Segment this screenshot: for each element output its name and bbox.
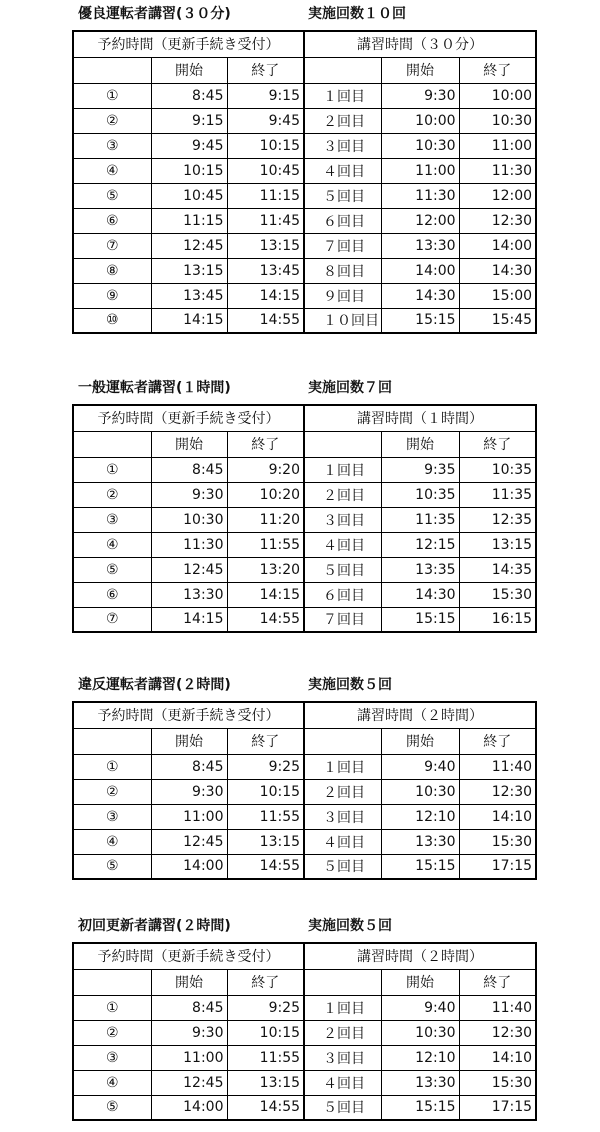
blank-cell xyxy=(73,57,151,83)
lecture-end: 17:15 xyxy=(459,1095,536,1120)
schedule-table xyxy=(72,404,537,633)
slot-number: ③ xyxy=(73,1045,151,1070)
session-label: １回目 xyxy=(304,457,381,482)
section-title: 違反運転者講習(２時間) xyxy=(78,677,231,693)
lecture-start: 13:30 xyxy=(381,1070,459,1095)
reserve-end: 14:55 xyxy=(227,308,304,333)
slot-number: ⑦ xyxy=(73,233,151,258)
lecture-end: 15:00 xyxy=(459,283,536,308)
slot-number: ② xyxy=(73,108,151,133)
lecture-start: 11:00 xyxy=(381,158,459,183)
session-label: ３回目 xyxy=(304,804,381,829)
slot-number: ③ xyxy=(73,507,151,532)
session-label: ４回目 xyxy=(304,532,381,557)
table-row xyxy=(73,183,536,208)
lecture-time-header: 講習時間（２時間） xyxy=(304,943,536,969)
session-label: ２回目 xyxy=(304,1020,381,1045)
slot-number: ⑥ xyxy=(73,208,151,233)
reserve-end: 14:15 xyxy=(227,283,304,308)
reserve-start: 11:30 xyxy=(151,532,227,557)
section-heading xyxy=(0,2,600,26)
slot-number: ② xyxy=(73,779,151,804)
session-label: １回目 xyxy=(304,754,381,779)
slot-number: ① xyxy=(73,83,151,108)
blank-cell xyxy=(73,728,151,754)
slot-number: ③ xyxy=(73,133,151,158)
reserve-end: 9:25 xyxy=(227,995,304,1020)
reserve-end: 14:55 xyxy=(227,854,304,879)
group-header-row xyxy=(73,943,536,969)
reserve-end: 9:15 xyxy=(227,83,304,108)
session-label: ５回目 xyxy=(304,183,381,208)
slot-number: ⑦ xyxy=(73,607,151,632)
section-title: 初回更新者講習(２時間) xyxy=(78,918,231,934)
lecture-end: 12:30 xyxy=(459,779,536,804)
blank-cell xyxy=(73,969,151,995)
reserve-start: 9:15 xyxy=(151,108,227,133)
reserve-start: 10:30 xyxy=(151,507,227,532)
reserve-end: 13:45 xyxy=(227,258,304,283)
reserve-start: 13:30 xyxy=(151,582,227,607)
lecture-start: 14:30 xyxy=(381,283,459,308)
slot-number: ① xyxy=(73,995,151,1020)
reserve-start: 13:15 xyxy=(151,258,227,283)
slot-number: ④ xyxy=(73,1070,151,1095)
lecture-end: 13:15 xyxy=(459,532,536,557)
lecture-start: 10:30 xyxy=(381,133,459,158)
session-label: ９回目 xyxy=(304,283,381,308)
section-title: 優良運転者講習(３０分) xyxy=(78,6,231,22)
reserve-start: 11:00 xyxy=(151,804,227,829)
table-row xyxy=(73,1095,536,1120)
lecture-start: 10:00 xyxy=(381,108,459,133)
lecture-time-header: 講習時間（２時間） xyxy=(304,702,536,728)
reserve-time-header: 予約時間（更新手続き受付） xyxy=(73,405,304,431)
lecture-end: 11:40 xyxy=(459,995,536,1020)
lecture-end: 10:30 xyxy=(459,108,536,133)
reserve-end: 11:55 xyxy=(227,532,304,557)
blank-cell xyxy=(304,728,381,754)
lecture-time-header: 講習時間（３０分） xyxy=(304,31,536,57)
reserve-start: 10:45 xyxy=(151,183,227,208)
lecture-end: 15:30 xyxy=(459,1070,536,1095)
session-count: 実施回数５回 xyxy=(308,918,392,934)
lecture-end: 12:00 xyxy=(459,183,536,208)
reserve-start: 14:15 xyxy=(151,607,227,632)
session-label: ３回目 xyxy=(304,507,381,532)
slot-number: ① xyxy=(73,457,151,482)
reserve-start: 14:00 xyxy=(151,854,227,879)
slot-number: ⑤ xyxy=(73,1095,151,1120)
session-label: ２回目 xyxy=(304,779,381,804)
reserve-end: 11:20 xyxy=(227,507,304,532)
table-row xyxy=(73,607,536,632)
lecture-end: 11:40 xyxy=(459,754,536,779)
group-header-row xyxy=(73,702,536,728)
table-row xyxy=(73,308,536,333)
lecture-start: 14:00 xyxy=(381,258,459,283)
lecture-start: 9:30 xyxy=(381,83,459,108)
lecture-end: 17:15 xyxy=(459,854,536,879)
lecture-end: 11:00 xyxy=(459,133,536,158)
reserve-start: 8:45 xyxy=(151,457,227,482)
table-row xyxy=(73,754,536,779)
reserve-end: 13:15 xyxy=(227,829,304,854)
slot-number: ② xyxy=(73,482,151,507)
lecture-start: 12:15 xyxy=(381,532,459,557)
end-header: 終了 xyxy=(227,728,304,754)
lecture-end: 15:45 xyxy=(459,308,536,333)
section-heading xyxy=(0,376,600,400)
end-header: 終了 xyxy=(227,57,304,83)
slot-number: ⑤ xyxy=(73,854,151,879)
session-label: ７回目 xyxy=(304,233,381,258)
lecture-end: 15:30 xyxy=(459,582,536,607)
reserve-start: 12:45 xyxy=(151,233,227,258)
end-header: 終了 xyxy=(459,57,536,83)
session-label: ２回目 xyxy=(304,482,381,507)
reserve-time-header: 予約時間（更新手続き受付） xyxy=(73,943,304,969)
lecture-start: 14:30 xyxy=(381,582,459,607)
reserve-start: 14:15 xyxy=(151,308,227,333)
session-count: 実施回数５回 xyxy=(308,677,392,693)
table-row xyxy=(73,233,536,258)
lecture-start: 13:30 xyxy=(381,233,459,258)
session-label: ３回目 xyxy=(304,1045,381,1070)
blank-cell xyxy=(304,57,381,83)
table-row xyxy=(73,507,536,532)
table-row xyxy=(73,582,536,607)
session-label: １０回目 xyxy=(304,308,381,333)
table-row xyxy=(73,1020,536,1045)
table-row xyxy=(73,804,536,829)
lecture-start: 10:35 xyxy=(381,482,459,507)
reserve-end: 9:25 xyxy=(227,754,304,779)
end-header: 終了 xyxy=(459,728,536,754)
reserve-start: 12:45 xyxy=(151,829,227,854)
reserve-end: 13:20 xyxy=(227,557,304,582)
lecture-start: 15:15 xyxy=(381,308,459,333)
lecture-end: 12:30 xyxy=(459,208,536,233)
slot-number: ⑥ xyxy=(73,582,151,607)
end-header: 終了 xyxy=(459,431,536,457)
schedule-table xyxy=(72,942,537,1121)
reserve-start: 8:45 xyxy=(151,995,227,1020)
lecture-end: 14:35 xyxy=(459,557,536,582)
reserve-start: 11:15 xyxy=(151,208,227,233)
end-header: 終了 xyxy=(459,969,536,995)
lecture-end: 14:00 xyxy=(459,233,536,258)
reserve-end: 10:15 xyxy=(227,133,304,158)
slot-number: ⑤ xyxy=(73,183,151,208)
reserve-end: 13:15 xyxy=(227,1070,304,1095)
reserve-start: 9:45 xyxy=(151,133,227,158)
session-label: １回目 xyxy=(304,83,381,108)
reserve-time-header: 予約時間（更新手続き受付） xyxy=(73,702,304,728)
session-label: ４回目 xyxy=(304,829,381,854)
lecture-start: 15:15 xyxy=(381,854,459,879)
reserve-end: 9:45 xyxy=(227,108,304,133)
lecture-end: 14:10 xyxy=(459,804,536,829)
slot-number: ⑧ xyxy=(73,258,151,283)
start-header: 開始 xyxy=(151,969,227,995)
reserve-end: 10:15 xyxy=(227,1020,304,1045)
slot-number: ③ xyxy=(73,804,151,829)
table-row xyxy=(73,854,536,879)
sub-header-row xyxy=(73,728,536,754)
table-row xyxy=(73,108,536,133)
reserve-end: 14:55 xyxy=(227,1095,304,1120)
table-row xyxy=(73,283,536,308)
section-heading xyxy=(0,914,600,938)
lecture-end: 15:30 xyxy=(459,829,536,854)
session-label: ３回目 xyxy=(304,133,381,158)
slot-number: ⑤ xyxy=(73,557,151,582)
sub-header-row xyxy=(73,969,536,995)
reserve-start: 8:45 xyxy=(151,83,227,108)
lecture-time-header: 講習時間（１時間） xyxy=(304,405,536,431)
lecture-start: 12:10 xyxy=(381,804,459,829)
reserve-end: 11:55 xyxy=(227,1045,304,1070)
reserve-end: 11:55 xyxy=(227,804,304,829)
table-row xyxy=(73,158,536,183)
slot-number: ④ xyxy=(73,158,151,183)
session-label: ６回目 xyxy=(304,582,381,607)
lecture-start: 9:35 xyxy=(381,457,459,482)
lecture-start: 15:15 xyxy=(381,1095,459,1120)
reserve-start: 13:45 xyxy=(151,283,227,308)
session-count: 実施回数１０回 xyxy=(308,6,406,22)
reserve-start: 12:45 xyxy=(151,1070,227,1095)
reserve-time-header: 予約時間（更新手続き受付） xyxy=(73,31,304,57)
lecture-start: 9:40 xyxy=(381,995,459,1020)
start-header: 開始 xyxy=(151,431,227,457)
section-heading xyxy=(0,673,600,697)
lecture-end: 16:15 xyxy=(459,607,536,632)
reserve-start: 10:15 xyxy=(151,158,227,183)
slot-number: ① xyxy=(73,754,151,779)
blank-cell xyxy=(304,969,381,995)
start-header: 開始 xyxy=(381,57,459,83)
lecture-end: 10:00 xyxy=(459,83,536,108)
reserve-end: 11:45 xyxy=(227,208,304,233)
start-header: 開始 xyxy=(381,728,459,754)
session-label: ８回目 xyxy=(304,258,381,283)
lecture-start: 9:40 xyxy=(381,754,459,779)
slot-number: ⑩ xyxy=(73,308,151,333)
lecture-start: 12:10 xyxy=(381,1045,459,1070)
start-header: 開始 xyxy=(381,431,459,457)
reserve-start: 14:00 xyxy=(151,1095,227,1120)
table-row xyxy=(73,1070,536,1095)
reserve-start: 9:30 xyxy=(151,779,227,804)
reserve-start: 8:45 xyxy=(151,754,227,779)
slot-number: ⑨ xyxy=(73,283,151,308)
start-header: 開始 xyxy=(151,728,227,754)
end-header: 終了 xyxy=(227,431,304,457)
slot-number: ④ xyxy=(73,532,151,557)
table-row xyxy=(73,83,536,108)
slot-number: ④ xyxy=(73,829,151,854)
session-label: ７回目 xyxy=(304,607,381,632)
session-label: ４回目 xyxy=(304,1070,381,1095)
table-row xyxy=(73,457,536,482)
group-header-row xyxy=(73,31,536,57)
session-label: １回目 xyxy=(304,995,381,1020)
lecture-end: 12:35 xyxy=(459,507,536,532)
lecture-end: 10:35 xyxy=(459,457,536,482)
session-label: ２回目 xyxy=(304,108,381,133)
session-label: ５回目 xyxy=(304,1095,381,1120)
table-row xyxy=(73,779,536,804)
section-title: 一般運転者講習(１時間) xyxy=(78,380,231,396)
table-row xyxy=(73,208,536,233)
lecture-start: 12:00 xyxy=(381,208,459,233)
reserve-end: 10:45 xyxy=(227,158,304,183)
lecture-end: 14:10 xyxy=(459,1045,536,1070)
table-row xyxy=(73,1045,536,1070)
reserve-end: 14:55 xyxy=(227,607,304,632)
table-row xyxy=(73,829,536,854)
reserve-end: 9:20 xyxy=(227,457,304,482)
lecture-start: 15:15 xyxy=(381,607,459,632)
reserve-end: 13:15 xyxy=(227,233,304,258)
table-row xyxy=(73,258,536,283)
reserve-end: 11:15 xyxy=(227,183,304,208)
end-header: 終了 xyxy=(227,969,304,995)
lecture-start: 13:30 xyxy=(381,829,459,854)
sub-header-row xyxy=(73,431,536,457)
schedule-table xyxy=(72,701,537,880)
lecture-end: 11:35 xyxy=(459,482,536,507)
lecture-start: 11:35 xyxy=(381,507,459,532)
reserve-end: 14:15 xyxy=(227,582,304,607)
lecture-start: 10:30 xyxy=(381,1020,459,1045)
group-header-row xyxy=(73,405,536,431)
blank-cell xyxy=(304,431,381,457)
lecture-start: 13:35 xyxy=(381,557,459,582)
table-row xyxy=(73,532,536,557)
start-header: 開始 xyxy=(381,969,459,995)
blank-cell xyxy=(73,431,151,457)
sub-header-row xyxy=(73,57,536,83)
table-row xyxy=(73,995,536,1020)
session-count: 実施回数７回 xyxy=(308,380,392,396)
lecture-end: 14:30 xyxy=(459,258,536,283)
table-row xyxy=(73,557,536,582)
reserve-start: 11:00 xyxy=(151,1045,227,1070)
session-label: ６回目 xyxy=(304,208,381,233)
lecture-end: 12:30 xyxy=(459,1020,536,1045)
lecture-end: 11:30 xyxy=(459,158,536,183)
session-label: ５回目 xyxy=(304,854,381,879)
lecture-start: 11:30 xyxy=(381,183,459,208)
slot-number: ② xyxy=(73,1020,151,1045)
schedule-table xyxy=(72,30,537,334)
table-row xyxy=(73,133,536,158)
reserve-end: 10:20 xyxy=(227,482,304,507)
reserve-start: 9:30 xyxy=(151,1020,227,1045)
start-header: 開始 xyxy=(151,57,227,83)
session-label: ４回目 xyxy=(304,158,381,183)
lecture-start: 10:30 xyxy=(381,779,459,804)
table-row xyxy=(73,482,536,507)
reserve-start: 9:30 xyxy=(151,482,227,507)
reserve-end: 10:15 xyxy=(227,779,304,804)
reserve-start: 12:45 xyxy=(151,557,227,582)
session-label: ５回目 xyxy=(304,557,381,582)
